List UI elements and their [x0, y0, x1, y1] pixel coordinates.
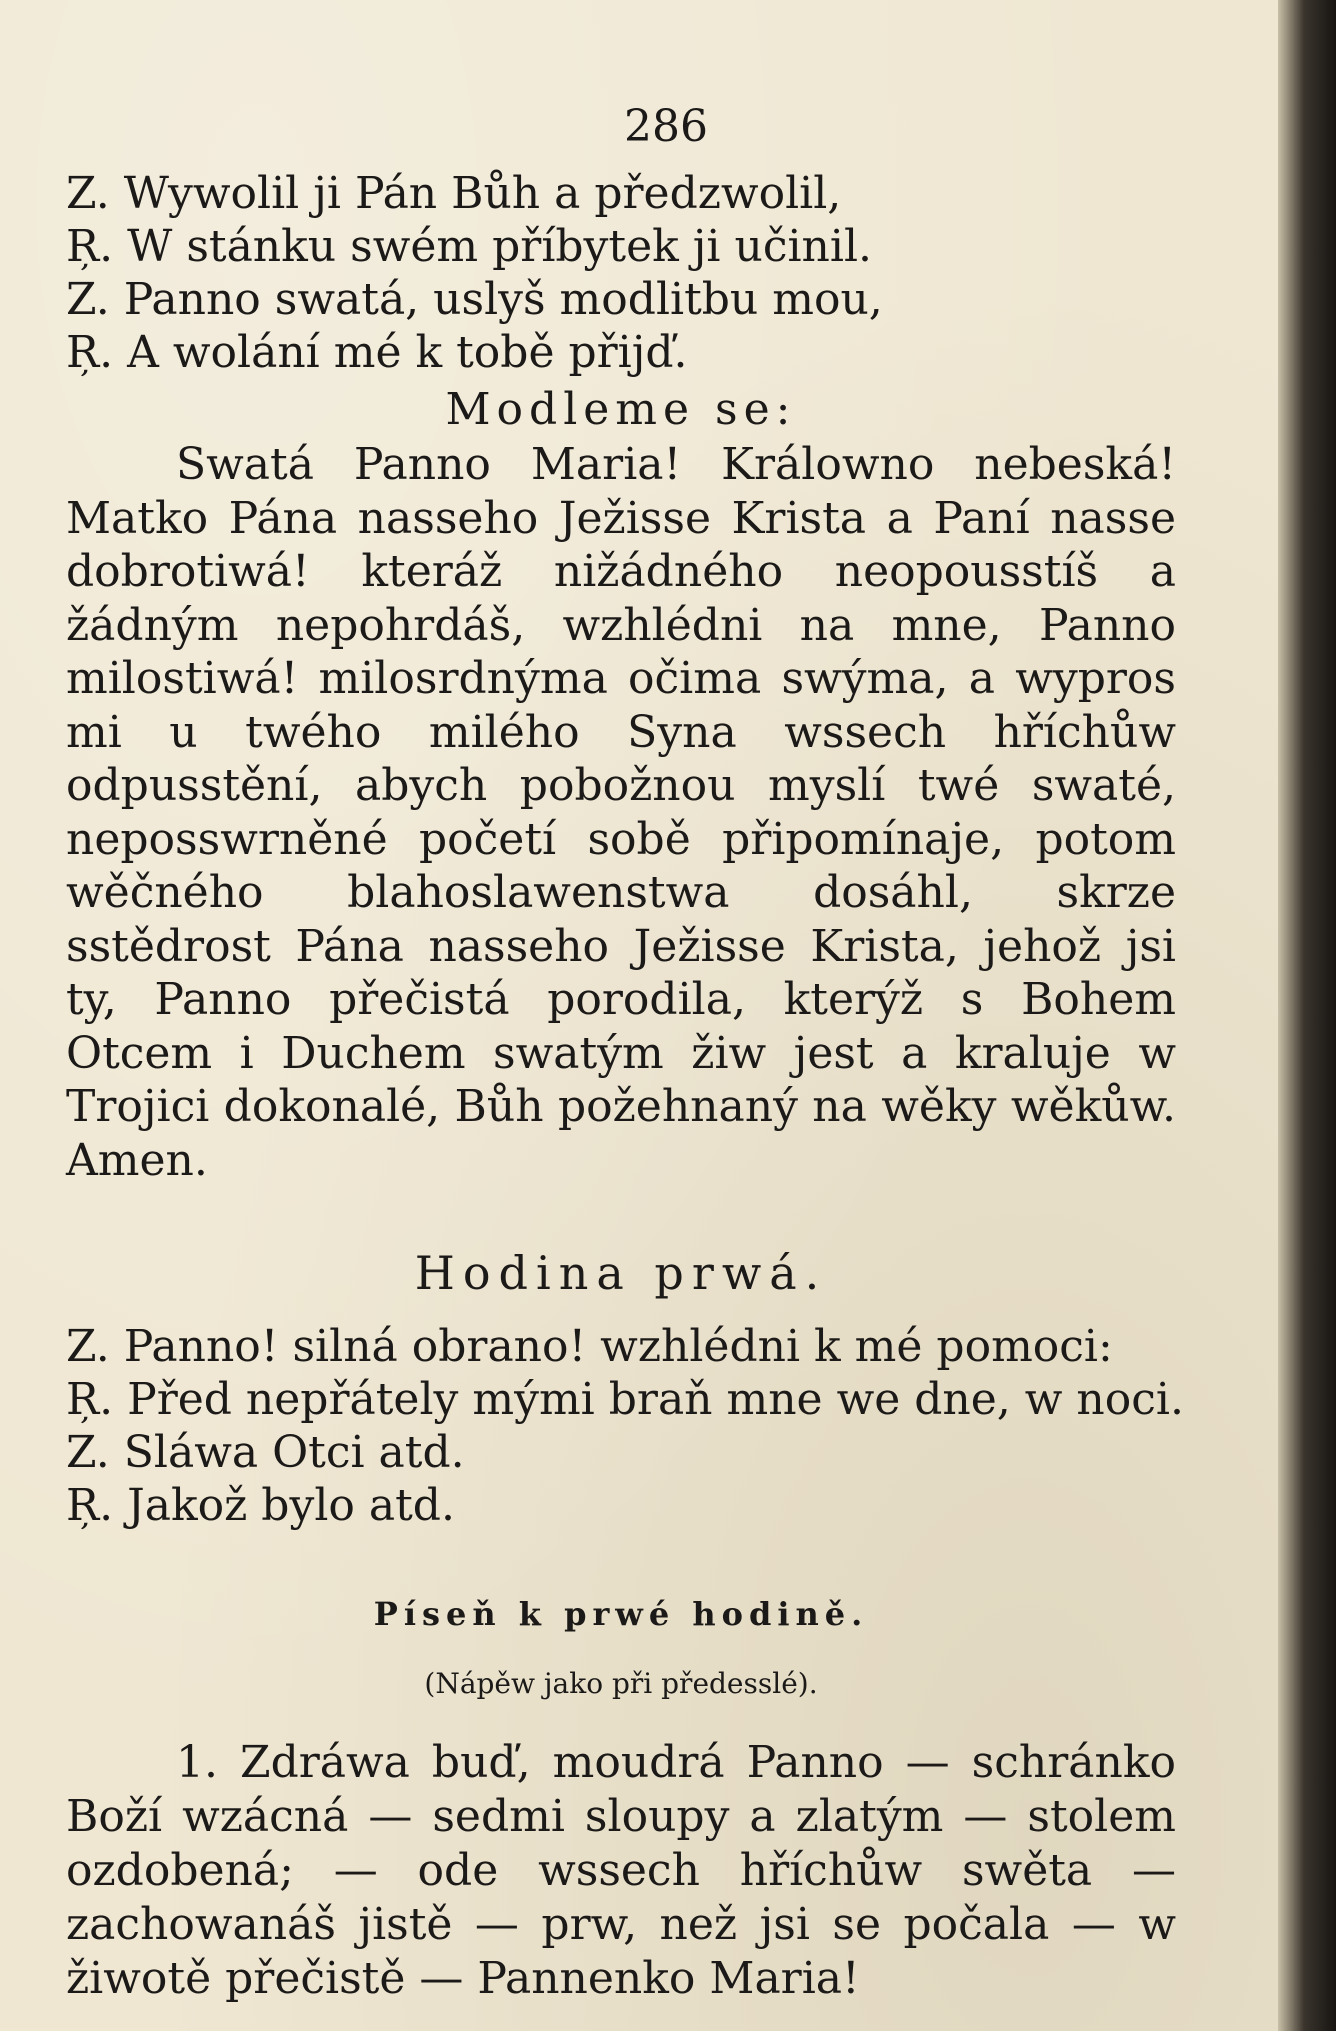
song-subtitle: (Nápěw jako při předesslé).: [424, 1667, 818, 1700]
versicle-line: Z. Sláwa Otci atd.: [66, 1427, 465, 1478]
response-line: Ŗ. A wolání mé k tobě přijď.: [66, 327, 688, 378]
versicle-line: Z. Panno swatá, uslyš modlitbu mou,: [66, 274, 883, 325]
response-line: Ŗ. Jakož bylo atd.: [66, 1480, 455, 1531]
song-title: Píseň k prwé hodině.: [373, 1595, 869, 1633]
book-binding-edge: [1278, 0, 1336, 2031]
page-text: [66, 100, 1184, 2006]
versicle-line: Z. Wywolil ji Pán Bůh a předzwolil,: [66, 168, 842, 219]
opening-versicles: [66, 167, 1176, 379]
song-stanza: 1. Zdráwa buď, moudrá Panno — schránko Boží wzácná — sedmi sloupy a zlatým — stolem ozdobená; — ode wssech hříchůw swěta — zachowanáš jistě — prw, než jsi se počala — w žiwotě přečistě — Pannenko Maria!: [66, 1737, 1176, 2004]
prayer-heading: Modleme se:: [445, 384, 797, 435]
hour-heading: Hodina prwá.: [414, 1246, 828, 1300]
prayer-paragraph: Swatá Panno Maria! Králowno nebeská! Matko Pána nasseho Ježisse Krista a Paní nasse dobrotiwá! kteráž nižádného neopousstíš a žádným nepohrdáš, wzhlédni na mne, Panno milostiwá! milosrdnýma očima swýma, a wypros mi u twého milého Syna wssech hříchůw odpusstění, abych pobožnou myslí twé swaté, neposswrněné početí sobě připomínaje, potom wěčného blahoslawenstwa dosáhl, skrze sstědrost Pána nasseho Ježisse Krista, jehož jsi ty, Panno přečistá porodila, kterýž s Bohem Otcem i Duchem swatým žiw jest a kraluje w Trojici dokonalé, Bůh požehnaný na wěky wěkůw. Amen.: [66, 439, 1176, 1186]
response-line: Ŗ. Před nepřátely mými braň mne we dne, w noci.: [66, 1374, 1184, 1425]
page-number: 286: [624, 101, 708, 152]
versicle-line: Z. Panno! silná obrano! wzhlédni k mé pomoci:: [66, 1321, 1113, 1372]
response-line: Ŗ. W stánku swém příbytek ji učinil.: [66, 221, 873, 272]
hour-versicles: [66, 1320, 1184, 1532]
